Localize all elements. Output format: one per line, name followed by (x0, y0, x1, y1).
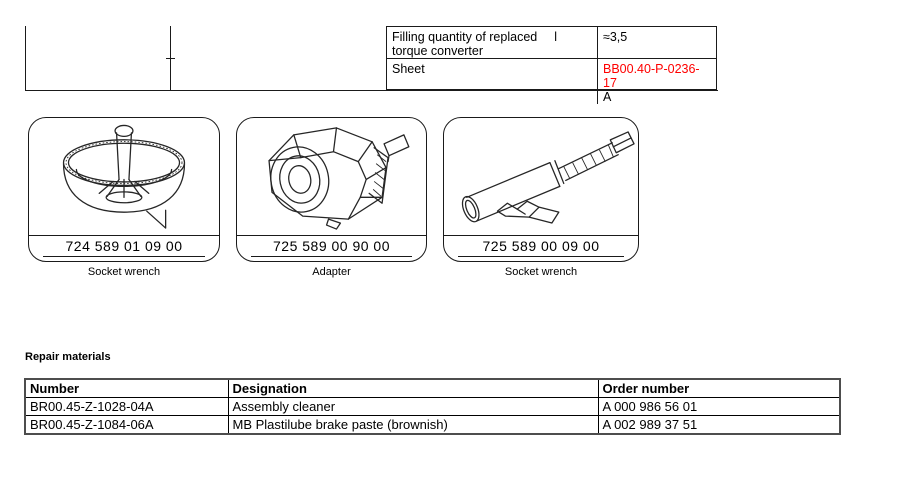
material-number: BR00.45-Z-1084-06A (25, 416, 228, 435)
material-designation: MB Plastilube brake paste (brownish) (228, 416, 598, 435)
sheet-number: BB00.40-P-0236-17 (603, 62, 700, 90)
table-rule-vertical-left (25, 26, 26, 91)
table-row (25, 416, 840, 435)
column-header-designation: Designation (228, 379, 598, 398)
tool-number-underline (43, 256, 205, 257)
spec-filling-label: Filling quantity of replaced torque converter (392, 30, 538, 58)
spec-sheet-label: Sheet (387, 59, 598, 104)
tool-number: 724 589 01 09 00 (65, 238, 183, 254)
material-designation: Assembly cleaner (228, 398, 598, 416)
spec-row-sheet (387, 59, 716, 104)
table-rule-row-tick (166, 58, 175, 59)
spec-table (386, 26, 717, 104)
spec-sheet-value-cell (598, 59, 716, 104)
table-header-row (25, 379, 840, 398)
table-row (25, 398, 840, 416)
tool-card-adapter (236, 117, 427, 262)
material-order-number: A 000 986 56 01 (598, 398, 840, 416)
tool-caption: Socket wrench (504, 266, 578, 278)
column-header-number: Number (25, 379, 228, 398)
spec-row-filling-quantity (387, 27, 716, 59)
spec-filling-unit: l (554, 30, 557, 44)
socket-wrench-long-illustration (444, 118, 638, 236)
tool-number: 725 589 00 09 00 (482, 238, 600, 254)
tool-card-socket-wrench-2 (443, 117, 639, 262)
adapter-illustration (237, 118, 426, 236)
tool-number-underline (251, 256, 412, 257)
column-header-order-number: Order number (598, 379, 840, 398)
tool-number-underline (458, 256, 624, 257)
spec-filling-value: ≈3,5 (603, 30, 628, 44)
socket-wrench-cup-illustration (29, 118, 219, 236)
tool-caption: Socket wrench (87, 266, 161, 278)
tool-caption: Adapter (312, 266, 351, 278)
repair-materials-table (24, 378, 841, 435)
spec-label-cell (387, 27, 598, 58)
material-order-number: A 002 989 37 51 (598, 416, 840, 435)
repair-materials-heading: Repair materials (25, 351, 111, 363)
tool-number: 725 589 00 90 00 (273, 238, 390, 254)
material-number: BR00.45-Z-1028-04A (25, 398, 228, 416)
tool-card-socket-wrench-1 (28, 117, 220, 262)
sheet-number-suffix: A (603, 90, 612, 104)
